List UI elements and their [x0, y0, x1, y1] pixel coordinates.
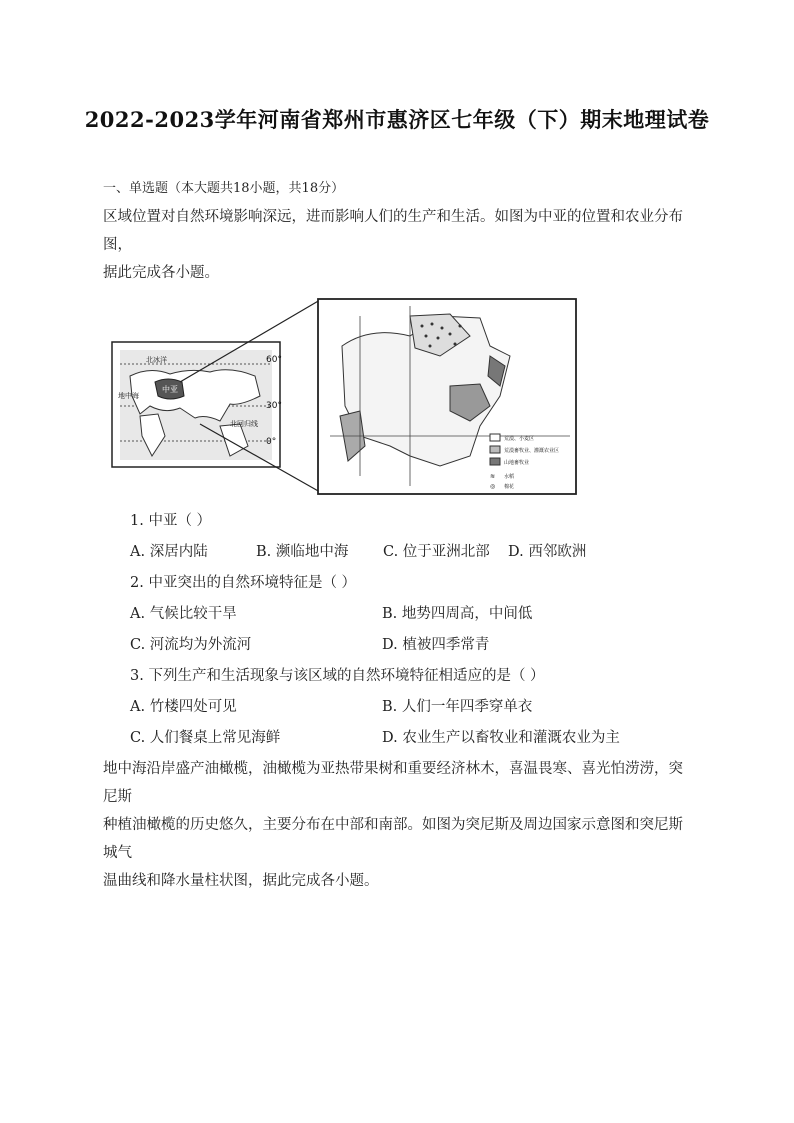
question-3: 3. 下列生产和生活现象与该区域的自然环境特征相适应的是（ ）	[130, 668, 545, 684]
label-arctic: 北冰洋	[146, 356, 167, 364]
lat-0: 0°	[266, 437, 277, 447]
svg-text:◎: ◎	[490, 483, 496, 490]
label-mediterranean: 地中海	[118, 392, 139, 400]
lat-30: 30°	[266, 401, 282, 411]
q3-option-d[interactable]: D. 农业生产以畜牧业和灌溉农业为主	[382, 730, 620, 746]
label-central-asia: 中亚	[162, 385, 178, 394]
q1-option-a[interactable]: A. 深居内陆	[130, 544, 208, 560]
q2-option-c[interactable]: C. 河流均为外流河	[130, 637, 252, 653]
q3-option-a[interactable]: A. 竹楼四处可见	[130, 699, 237, 715]
intro2-line-1: 地中海沿岸盛产油橄榄，油橄榄为亚热带果树和重要经济林木，喜温畏寒、喜光怕涝涝，突尼斯	[103, 761, 683, 805]
question-1: 1. 中亚（ ）	[130, 513, 212, 529]
legend-4: 水稻	[504, 474, 515, 480]
small-world-map	[112, 342, 282, 467]
central-asia-figure	[110, 296, 580, 498]
question-2: 2. 中亚突出的自然环境特征是（ ）	[130, 575, 357, 591]
q2-option-d[interactable]: D. 植被四季常青	[382, 637, 490, 653]
legend-5: 棉花	[504, 484, 515, 490]
q1-option-c[interactable]: C. 位于亚洲北部	[383, 544, 490, 560]
q1-option-d[interactable]: D. 西邻欧洲	[508, 544, 587, 560]
legend-1: 荒漠、小麦区	[504, 436, 535, 442]
intro2-line-3: 温曲线和降水量柱状图，据此完成各小题。	[103, 873, 379, 889]
q3-option-c[interactable]: C. 人们餐桌上常见海鲜	[130, 730, 281, 746]
section-heading: 一、单选题（本大题共18小题，共18分）	[103, 181, 345, 196]
svg-text:≋: ≋	[490, 473, 496, 480]
intro-paragraph-1	[103, 203, 695, 287]
lat-60: 60°	[266, 355, 282, 365]
legend-3: 山地畜牧业	[504, 460, 530, 466]
q2-option-b[interactable]: B. 地势四周高，中间低	[382, 606, 533, 622]
q2-option-a[interactable]: A. 气候比较干旱	[130, 606, 237, 622]
figure-svg	[110, 296, 580, 498]
page-title: 2022-2023学年河南省郑州市惠济区七年级（下）期末地理试卷	[84, 107, 710, 132]
label-tropic: 北回归线	[230, 420, 258, 428]
legend-2: 荒漠畜牧业、灌溉农业区	[504, 448, 560, 454]
intro-line-1: 区域位置对自然环境影响深远，进而影响人们的生产和生活。如图为中亚的位置和农业分布图，	[103, 209, 683, 253]
intro-paragraph-2	[103, 755, 695, 895]
q1-option-b[interactable]: B. 濒临地中海	[256, 544, 349, 560]
intro2-line-2: 种植油橄榄的历史悠久，主要分布在中部和南部。如图为突尼斯及周边国家示意图和突尼斯城气	[103, 817, 683, 861]
q3-option-b[interactable]: B. 人们一年四季穿单衣	[382, 699, 533, 715]
intro-line-2: 据此完成各小题。	[103, 265, 219, 281]
central-asia-detail-map	[318, 299, 576, 494]
